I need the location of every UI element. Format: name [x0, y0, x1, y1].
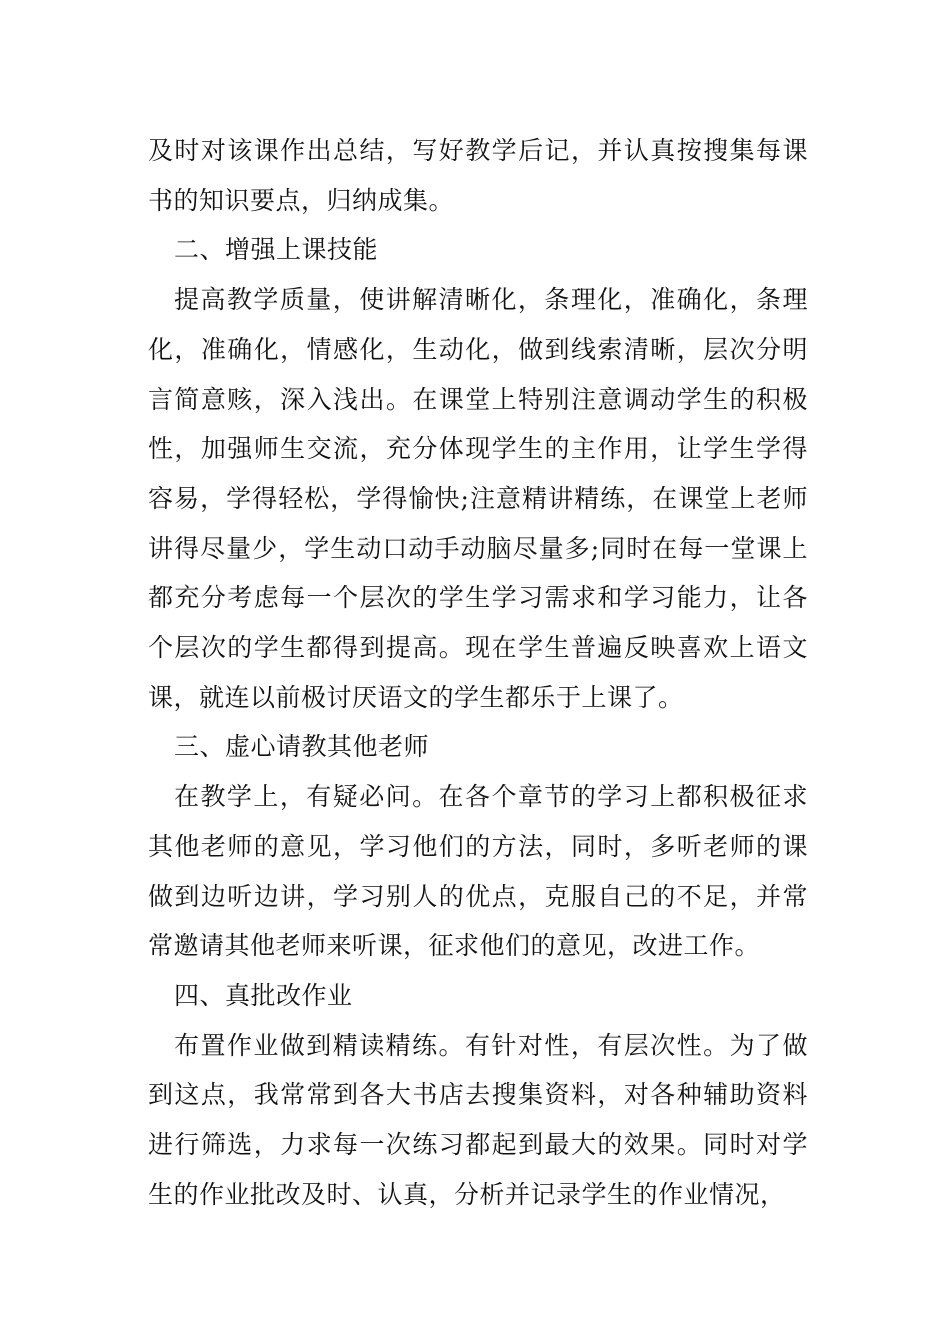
paragraph-homework: 布置作业做到精读精练。有针对性，有层次性。为了做到这点，我常常到各大书店去搜集资料，对各种辅助资料进行筛选，力求每一次练习都起到最大的效果。同时对学生的作业批改及时、认真，分析并记录学生的作业情况，: [148, 1030, 808, 1209]
section-heading-4: 四、真批改作业: [174, 980, 353, 1010]
section-heading-2: 二、增强上课技能: [174, 235, 379, 265]
document-body: [148, 126, 808, 1219]
paragraph-continuation: 及时对该课作出总结，写好教学后记，并认真按搜集每课书的知识要点，归纳成集。: [148, 136, 808, 215]
paragraph-consult-teachers: 在教学上，有疑必问。在各个章节的学习上都积极征求其他老师的意见，学习他们的方法，同时，多听老师的课做到边听边讲，学习别人的优点，克服自己的不足，并常常邀请其他老师来听课，征求他们的意见，改进工作。: [148, 782, 808, 961]
paragraph-teaching-skills: 提高教学质量，使讲解清晰化，条理化，准确化，条理化，准确化，情感化，生动化，做到线索清晰，层次分明言简意赅，深入浅出。在课堂上特别注意调动学生的积极性，加强师生交流，充分体现学生的主作用，让学生学得容易，学得轻松，学得愉快;注意精讲精练，在课堂上老师讲得尽量少，学生动口动手动脑尽量多;同时在每一堂课上都充分考虑每一个层次的学生学习需求和学习能力，让各个层次的学生都得到提高。现在学生普遍反映喜欢上语文课，就连以前极讨厌语文的学生都乐于上课了。: [148, 285, 808, 712]
section-heading-3: 三、虚心请教其他老师: [174, 732, 430, 762]
